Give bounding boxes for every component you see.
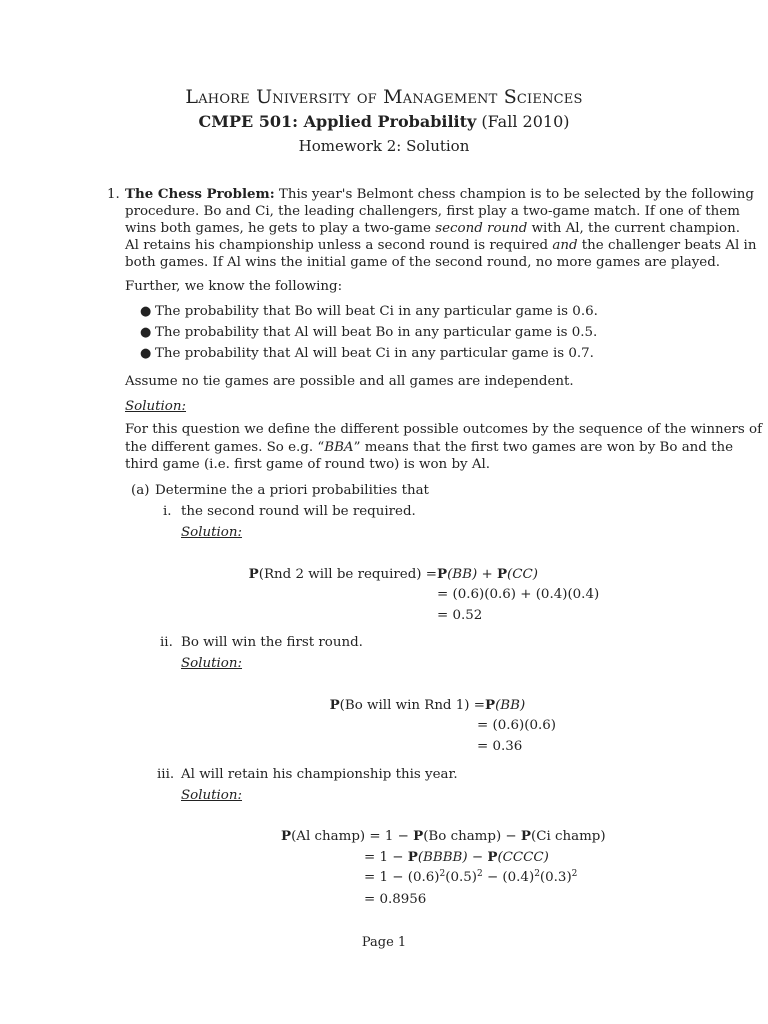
prob-symbol: P: [413, 828, 424, 844]
equation-lhs: [330, 697, 485, 713]
prob-symbol: P: [329, 697, 340, 713]
equation-text: (0.5): [445, 870, 477, 885]
solution-line-2: [125, 439, 733, 456]
equation-text: (BBBB): [417, 850, 468, 865]
part-text: Determine the a priori probabilities that: [155, 483, 429, 498]
equation-text: (Al champ) = 1 −: [291, 829, 414, 844]
problem-line-4: [125, 237, 756, 254]
prob-symbol: P: [496, 566, 508, 582]
problem-number: 1.: [107, 187, 120, 202]
assumption-text: Assume no tie games are possible and all games are independent.: [125, 374, 574, 389]
problem-line-2: procedure. Bo and Ci, the leading challengers, first play a two-game match. If one of them: [125, 204, 740, 219]
math-text: BBA: [324, 440, 354, 455]
equation-lhs: [281, 828, 606, 844]
emphasis-text: second round: [435, 221, 528, 236]
prob-symbol: P: [485, 697, 496, 713]
equation-text: +: [477, 567, 497, 582]
equation-text: (Ci champ): [530, 829, 606, 844]
exponent: 2: [439, 869, 446, 879]
page-number: Page 1: [361, 935, 407, 950]
item-label: iii.: [157, 767, 175, 782]
solution-label: Solution:: [181, 788, 243, 803]
course-name: CMPE 501: Applied Probability: [198, 112, 477, 131]
equation-line: = (0.6)(0.6): [477, 718, 556, 733]
problem-text: the challenger beats Al in: [577, 238, 757, 253]
equation-text: (Bo champ) −: [423, 829, 521, 844]
equation-rhs: [437, 566, 538, 582]
exponent: 2: [571, 869, 578, 879]
part-label: (a): [131, 483, 150, 498]
bullet-item: The probability that Bo will beat Ci in any particular game is 0.6.: [155, 304, 598, 319]
equation-text: −: [467, 850, 488, 865]
item-text: Bo will win the first round.: [181, 635, 363, 650]
prob-symbol: P: [487, 849, 498, 865]
problem-text: wins both games, he gets to play a two-game: [125, 221, 436, 236]
further-text: Further, we know the following:: [125, 279, 343, 294]
problem-text: Al retains his championship unless a second round is required: [125, 238, 553, 253]
bullet-icon: ●: [140, 325, 152, 340]
equation-line: [364, 870, 577, 885]
equation-rhs: [485, 697, 525, 713]
solution-line-3: third game (i.e. first game of round two) is won by Al.: [125, 457, 491, 472]
prob-symbol: P: [437, 566, 448, 582]
equation-text: (BB): [495, 698, 526, 713]
equation-text: (CCCC): [497, 850, 549, 865]
equation-line: = 0.52: [437, 608, 483, 623]
problem-line-3: [125, 220, 740, 237]
equation-line: = 0.36: [477, 739, 523, 754]
problem-title: The Chess Problem:: [125, 186, 275, 202]
prob-symbol: P: [407, 849, 418, 865]
emphasis-text: and: [552, 238, 578, 253]
bullet-item: The probability that Al will beat Bo in any particular game is 0.5.: [155, 325, 598, 340]
equation-text: (BB): [447, 567, 478, 582]
exponent: 2: [534, 869, 540, 879]
prob-symbol: P: [520, 828, 531, 844]
equation-line: = (0.6)(0.6) + (0.4)(0.4): [437, 587, 600, 602]
item-text: Al will retain his championship this year.: [181, 767, 458, 782]
equation-text: (CC): [507, 567, 538, 582]
equation-text: (Bo will win Rnd 1) =: [339, 698, 485, 713]
solution-label: Solution:: [181, 656, 243, 671]
course-title: [0, 112, 768, 131]
equation-line: [364, 849, 549, 865]
item-label: ii.: [160, 635, 173, 650]
bullet-icon: ●: [140, 346, 152, 361]
solution-line-1: For this question we define the different possible outcomes by the sequence of the winners of: [125, 422, 763, 437]
prob-symbol: P: [281, 828, 292, 844]
course-term: (Fall 2010): [481, 112, 570, 131]
item-text: the second round will be required.: [181, 504, 416, 519]
equation-text: (Rnd 2 will be required) =: [258, 567, 437, 582]
equation-text: (0.3): [539, 870, 572, 885]
prob-symbol: P: [248, 566, 259, 582]
university-title: Lahore University of Management Sciences: [185, 86, 583, 108]
bullet-icon: ●: [140, 304, 152, 319]
solution-label: Solution:: [125, 399, 187, 414]
bullet-item: The probability that Al will beat Ci in any particular game is 0.7.: [155, 346, 594, 361]
exponent: 2: [476, 869, 483, 879]
solution-label: Solution:: [181, 525, 243, 540]
solution-text: ” means that the first two games are won by Bo and the: [353, 440, 734, 455]
homework-title: Homework 2: Solution: [298, 137, 470, 155]
equation-text: = 1 − (0.6): [364, 870, 440, 885]
solution-text: the different games. So e.g. “: [125, 440, 325, 455]
equation-text: = 1 −: [364, 850, 408, 865]
equation-lhs: [249, 566, 437, 582]
problem-line-5: both games. If Al wins the initial game of the second round, no more games are played.: [125, 255, 721, 270]
problem-text: with Al, the current champion.: [527, 221, 740, 236]
item-label: i.: [163, 504, 172, 519]
equation-line: = 0.8956: [364, 892, 427, 907]
equation-text: − (0.4): [482, 870, 535, 885]
problem-text: This year's Belmont chess champion is to be selected by the following: [274, 187, 754, 202]
problem-line-1: [125, 186, 754, 203]
